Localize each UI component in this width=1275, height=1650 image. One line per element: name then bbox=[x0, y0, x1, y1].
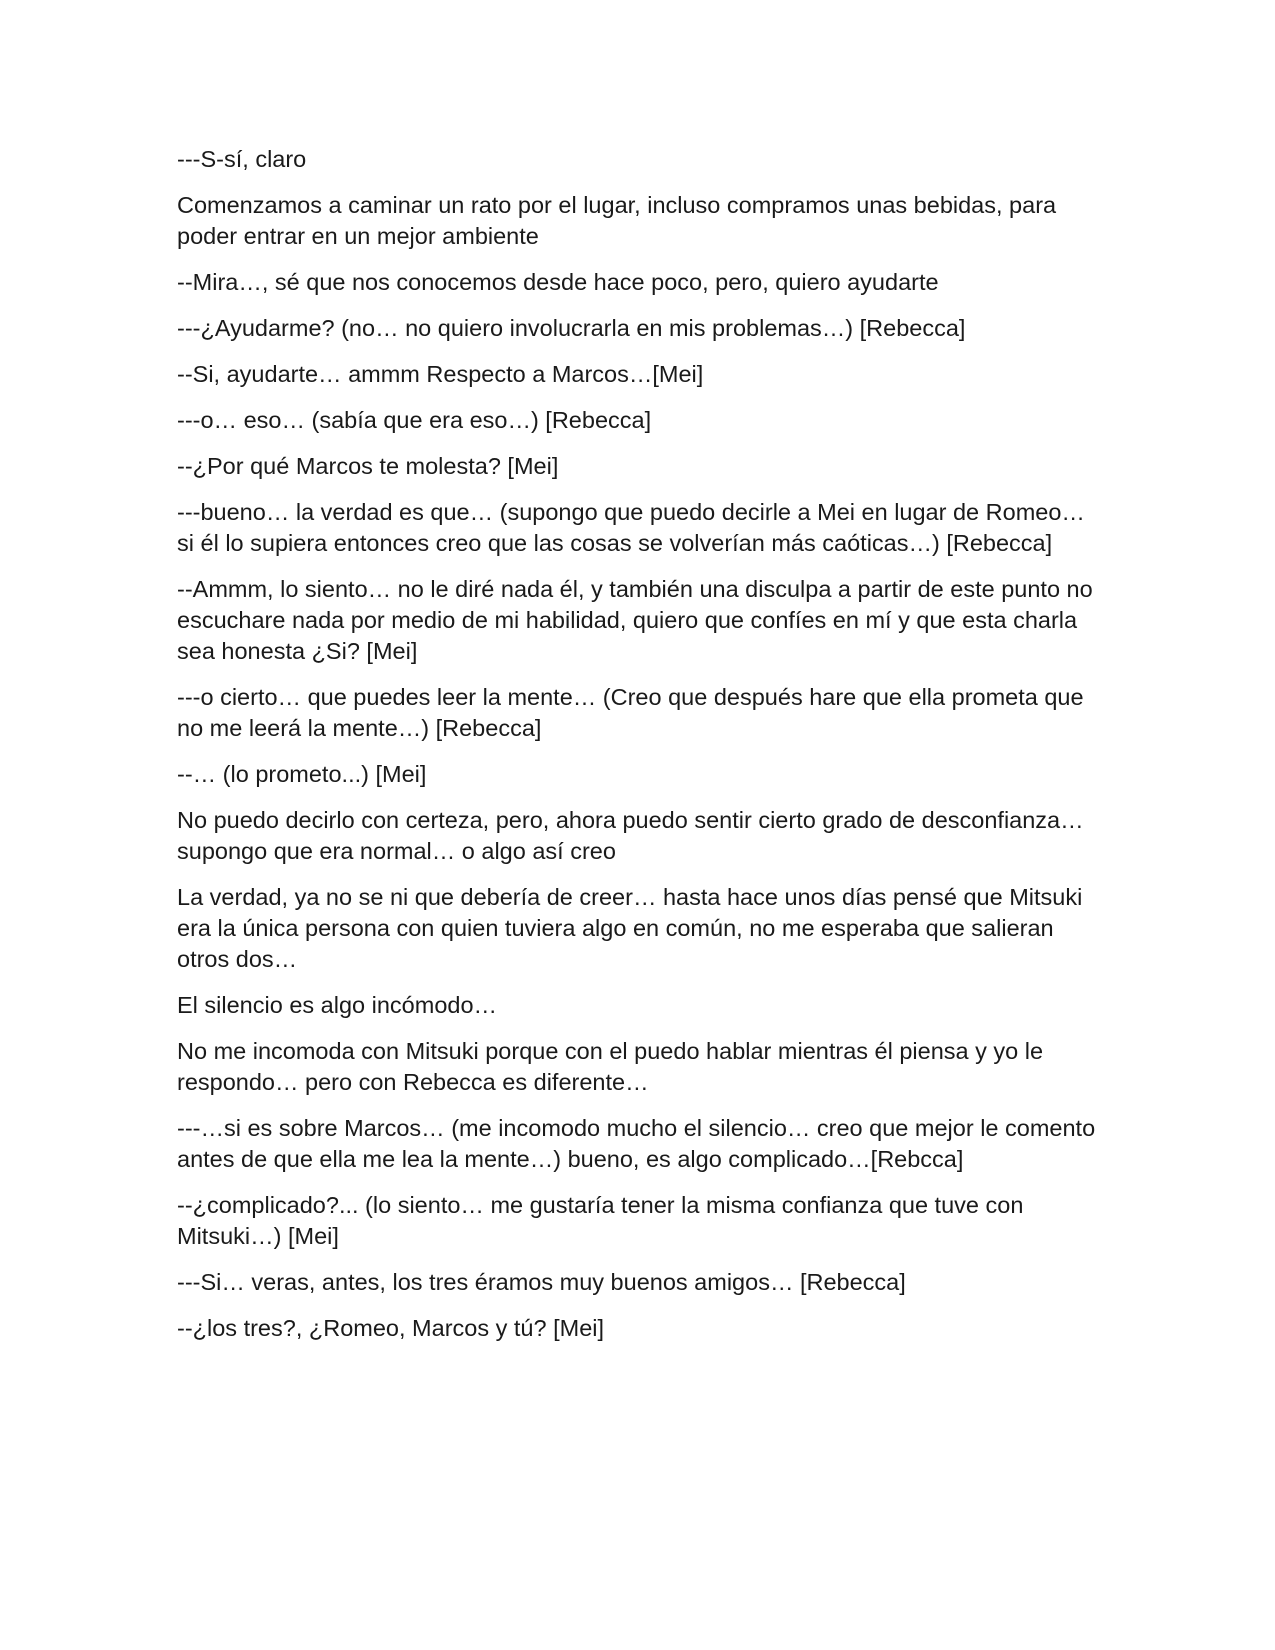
paragraph: No me incomoda con Mitsuki porque con el puedo hablar mientras él piensa y yo le respondo… pero con Rebecca es diferente… bbox=[177, 1038, 1044, 1095]
paragraph: ---Si… veras, antes, los tres éramos muy buenos amigos… [Rebecca] bbox=[177, 1269, 906, 1295]
paragraph: La verdad, ya no se ni que debería de creer… hasta hace unos días pensé que Mitsuki era la única persona con quien tuviera algo en común, no me esperaba que salieran otros dos… bbox=[177, 884, 1083, 972]
paragraph: --Ammm, lo siento… no le diré nada él, y también una disculpa a partir de este punto no escuchare nada por medio de mi habilidad, quiero que confíes en mí y que esta charla sea honesta ¿Si? [Mei] bbox=[177, 576, 1093, 664]
paragraph: --Si, ayudarte… ammm Respecto a Marcos…[Mei] bbox=[177, 361, 704, 387]
paragraph: ---S-sí, claro bbox=[177, 146, 307, 172]
paragraph: --¿Por qué Marcos te molesta? [Mei] bbox=[177, 453, 559, 479]
paragraph: --¿los tres?, ¿Romeo, Marcos y tú? [Mei] bbox=[177, 1315, 605, 1341]
paragraph: El silencio es algo incómodo… bbox=[177, 992, 498, 1018]
paragraph: ---…si es sobre Marcos… (me incomodo mucho el silencio… creo que mejor le comento antes de que ella me lea la mente…) bueno, es algo complicado…[Rebcca] bbox=[177, 1115, 1096, 1172]
paragraph: ---¿Ayudarme? (no… no quiero involucrarla en mis problemas…) [Rebecca] bbox=[177, 315, 966, 341]
paragraph: --… (lo prometo...) [Mei] bbox=[177, 761, 427, 787]
paragraph: ---o… eso… (sabía que era eso…) [Rebecca] bbox=[177, 407, 652, 433]
paragraph: ---o cierto… que puedes leer la mente… (Creo que después hare que ella prometa que no me leerá la mente…) [Rebecca] bbox=[177, 684, 1084, 741]
paragraph: Comenzamos a caminar un rato por el lugar, incluso compramos unas bebidas, para poder entrar en un mejor ambiente bbox=[177, 192, 1057, 249]
paragraph: --Mira…, sé que nos conocemos desde hace poco, pero, quiero ayudarte bbox=[177, 269, 939, 295]
paragraph: --¿complicado?... (lo siento… me gustaría tener la misma confianza que tuve con Mitsuki…) [Mei] bbox=[177, 1192, 1024, 1249]
paragraph: No puedo decirlo con certeza, pero, ahora puedo sentir cierto grado de desconfianza… supongo que era normal… o algo así creo bbox=[177, 807, 1084, 864]
paragraph: ---bueno… la verdad es que… (supongo que puedo decirle a Mei en lugar de Romeo… si él lo supiera entonces creo que las cosas se volverían más caóticas…) [Rebecca] bbox=[177, 499, 1085, 556]
document-body bbox=[177, 144, 1102, 1359]
